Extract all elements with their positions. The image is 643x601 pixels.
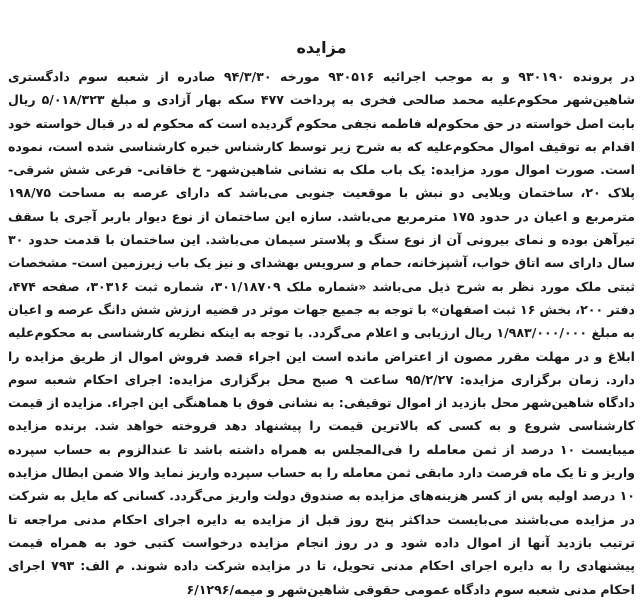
notice-body: در پرونده ۹۳۰۱۹۰ و به موجب اجرائیه ۹۳۰۵۱۶ مورخه ۹۴/۳/۳۰ صادره از شعبه سوم دادگستری شاهین‌شهر محکوم‌علیه محمد صالحی فخری به پرداخت ۴۷۷ سکه بهار آزادی و مبلغ ۵/۰۱۸/۳۲۳ ریال بابت اصل خواسته در حق محکوم‌له فاطمه نجفی محکوم گردیده است که محکوم له در قبال خواسته خود اقدام به توقیف اموال محکوم‌علیه که به شرح زیر توسط کارشناس خبره کارشناسی شده است، نموده است. صورت اموال مورد مزایده: یک باب ملک به نشانی شاهین‌شهر- خ خاقانی- فرعی شش شرقی- پلاک ۲۰، ساختمان ویلایی دو نبش با موقعیت جنوبی می‌باشد که دارای عرصه به مساحت ۱۹۸/۷۵ مترمربع و اعیان در حدود ۱۷۵ مترمربع می‌باشد. سازه این ساختمان از نوع دیوار باربر آجری با سقف تیرآهن بوده و نمای بیرونی آن از نوع سنگ و پلاستر سیمان می‌باشد. این ساختمان با قدمت حدود ۳۰ سال دارای سه اتاق خواب، آشپزخانه، حمام و سرویس بهشداى و نیز یک باب زیرزمین است- مشخصات ثبتی ملک مورد نظر به شرح ذیل می‌باشد «شماره ملک ۳۰۱/۱۸۷۰۹، شماره ثبت ۳۰۳۱۶، صفحه ۴۷۴، دفتر ۲۰۰، بخش ۱۶ ثبت اصفهان» با توجه به جمیع جهات موثر در قضیه ارزش شش دانگ عرصه و اعیان به مبلغ ۱/۹۸۳/۰۰۰/۰۰۰ ریال ارزیابی و اعلام می‌گردد. با توجه به اینکه نظریه کارشناسی به محکوم‌علیه ابلاغ و در مهلت مقرر مصون از اعتراض مانده است این اجراء قصد فروش اموال از طریق مزایده را دارد. زمان برگزاری مزایده: ۹۵/۲/۲۷ ساعت ۹ صبح محل برگزاری مزایده: اجرای احکام شعبه سوم دادگاه شاهین‌شهر محل بازدید از اموال توقیفی: به نشانی فوق با هماهنگی این اجراء. مزایده از قیمت کارشناسی شروع و به کسی که بالاترین قیمت را پیشنهاد دهد فروخته خواهد شد. برنده مزایده میبایست ۱۰ درصد از ثمن معامله را فی‌المجلس به همراه داشته باشد تا عندالزوم به حساب سپرده واریز و تا یک ماه فرصت دارد مابقی ثمن معامله را به حساب سپرده واریز نماید والا ضمن ابطال مزایده ۱۰ درصد اولیه پس از کسر هزینه‌های مزایده به صندوق دولت واریز می‌گردد. کسانی که مایل به شرکت در مزایده می‌باشند می‌بایست حداکثر پنج روز قبل از مزایده به دایره اجرای احکام مدنی مراجعه تا ترتیب بازدید آنها از اموال داده شود و در روز انجام مزایده درخواست کتبی خود به همراه قیمت پیشنهادی را به دایره اجرای احکام مدنی تحویل، تا در مزایده شرکت داده شوند. م الف: ۷۹۳ اجرای احکام مدنی شعبه سوم دادگاه عمومی حقوقی شاهین‌شهر و میمه/۶/۱۲۹۶ [8, 69, 636, 597]
auction-notice [6, 4, 637, 597]
notice-title: مزایده [296, 38, 347, 57]
